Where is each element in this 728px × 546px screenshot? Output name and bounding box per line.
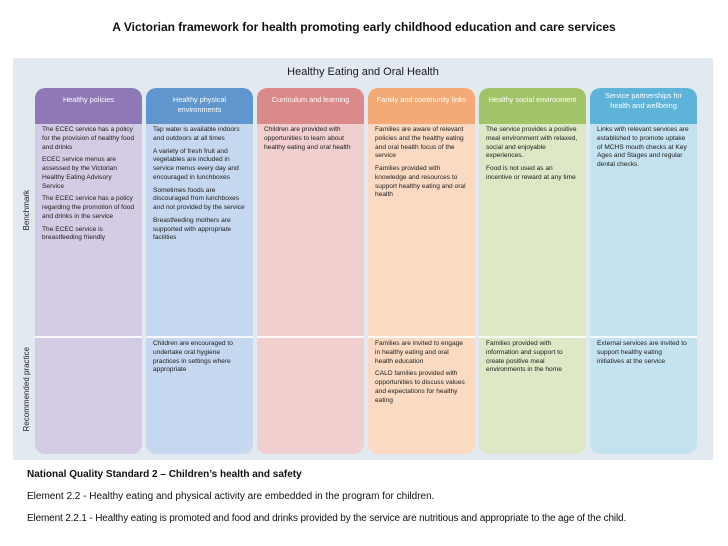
page-title: A Victorian framework for health promoting early childhood education and care services bbox=[112, 20, 616, 34]
recommended-section bbox=[597, 340, 690, 446]
column-header: Service partnerships for health and wellbeing bbox=[590, 88, 697, 124]
column-healthy-physical-environments bbox=[146, 88, 253, 454]
column-healthy-policies bbox=[35, 88, 142, 454]
column-header: Curriculum and learning bbox=[257, 88, 364, 124]
recommended-item: Families provided with information and support to create positive meal environments in the home bbox=[486, 340, 563, 374]
benchmark-item: The ECEC service is breastfeeding friendly bbox=[42, 225, 106, 242]
benchmark-item: The ECEC service has a policy regarding the promotion of food and drinks in the service bbox=[42, 195, 135, 220]
benchmark-item: Sometimes foods are discouraged from lunchboxes and not provided by the service bbox=[153, 186, 245, 212]
recommended-item: External services are invited to support healthy eating initiatives at the service bbox=[597, 340, 687, 365]
recommended-section bbox=[153, 340, 246, 446]
row-divider bbox=[257, 336, 364, 338]
column-header: Healthy policies bbox=[35, 88, 142, 124]
recommended-section bbox=[486, 340, 579, 446]
benchmark-item: A variety of fresh fruit and vegetables are included in service menus every day and encouraged in lunchboxes bbox=[153, 147, 239, 181]
column-family-and-community-links bbox=[368, 88, 475, 454]
recommended-row-label: Recommended practice bbox=[22, 347, 31, 432]
benchmark-item: Food is not used as an incentive or reward at any time bbox=[486, 165, 576, 181]
benchmark-item: Links with relevant services are established to promote uptake of MCHS mouth checks at Key Ages and Stages and regular dental checks. bbox=[597, 126, 689, 169]
element-2-2-text: Element 2.2 - Healthy eating and physical activity are embedded in the program for children. bbox=[27, 491, 435, 502]
row-divider bbox=[146, 336, 253, 338]
benchmark-section bbox=[153, 126, 246, 336]
benchmark-section bbox=[264, 126, 357, 336]
benchmark-item: The service provides a positive meal environment with relaxed, social and enjoyable experiences. bbox=[486, 126, 578, 160]
benchmark-section bbox=[597, 126, 690, 336]
recommended-section bbox=[264, 340, 357, 446]
element-2-2-1-text: Element 2.2.1 - Healthy eating is promoted and food and drinks provided by the service are nutritious and appropriate to the age of the child. bbox=[27, 513, 627, 524]
benchmark-item: The ECEC service has a policy for the provision of healthy food and drinks bbox=[42, 126, 135, 151]
benchmark-item: Families provided with knowledge and resources to support healthy eating and oral health bbox=[375, 165, 466, 199]
recommended-item: Children are encouraged to undertake oral hygiene practices in settings where appropriate bbox=[153, 340, 233, 374]
benchmark-row-label: Benchmark bbox=[22, 190, 31, 231]
row-divider bbox=[35, 336, 142, 338]
column-header: Family and community links bbox=[368, 88, 475, 124]
benchmark-item: Breastfeeding mothers are supported with appropriate facilities bbox=[153, 216, 232, 242]
column-curriculum-and-learning bbox=[257, 88, 364, 454]
benchmark-item: Families are aware of relevant policies and the healthy eating and oral health focus of the service bbox=[375, 126, 464, 160]
benchmark-section bbox=[42, 126, 135, 336]
recommended-item: Families are invited to engage in healthy eating and oral health education bbox=[375, 340, 463, 365]
benchmark-section bbox=[486, 126, 579, 336]
benchmark-item: ECEC service menus are assessed by the Victorian Healthy Eating Advisory Service bbox=[42, 156, 118, 190]
benchmark-section bbox=[375, 126, 468, 336]
row-divider bbox=[479, 336, 586, 338]
column-header: Healthy social environment bbox=[479, 88, 586, 124]
row-divider bbox=[368, 336, 475, 338]
recommended-section bbox=[375, 340, 468, 446]
row-divider bbox=[590, 336, 697, 338]
benchmark-item: Tap water is available indoors and outdoors at all times bbox=[153, 126, 240, 142]
recommended-item: CALD families provided with opportunities to discuss values and expectations for healthy eating bbox=[375, 370, 465, 404]
quality-standard-heading: National Quality Standard 2 – Children’s health and safety bbox=[27, 469, 302, 480]
column-healthy-social-environment bbox=[479, 88, 586, 454]
recommended-section bbox=[42, 340, 135, 446]
framework-subtitle: Healthy Eating and Oral Health bbox=[287, 66, 439, 78]
benchmark-item: Children are provided with opportunities to learn about healthy eating and oral health bbox=[264, 126, 351, 151]
column-header: Healthy physical environments bbox=[146, 88, 253, 124]
column-service-partnerships bbox=[590, 88, 697, 454]
